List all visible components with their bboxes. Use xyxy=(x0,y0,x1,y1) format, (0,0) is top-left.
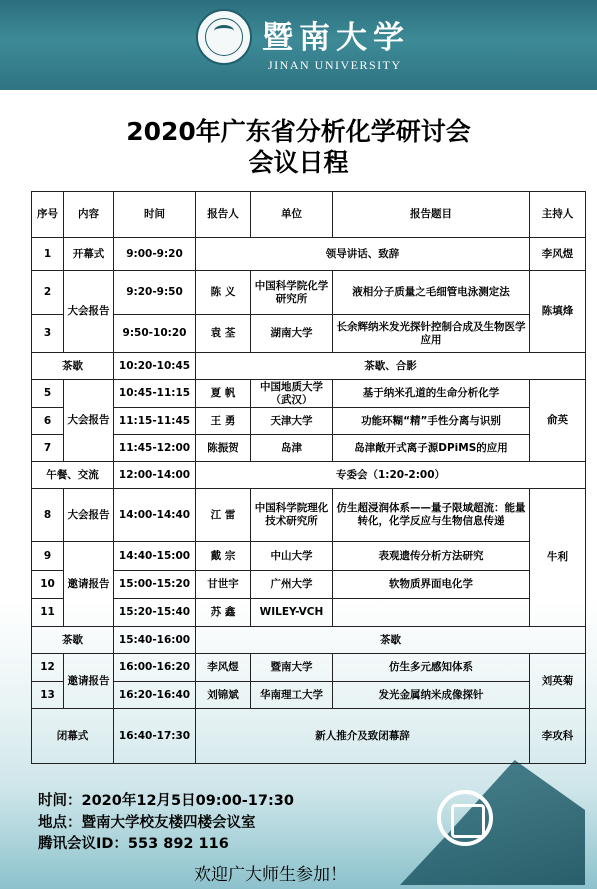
table-row xyxy=(32,315,586,353)
table-row xyxy=(32,542,586,571)
row-unit: 广州大学 xyxy=(251,571,333,599)
page-title: 2020年广东省分析化学研讨会 xyxy=(126,117,471,146)
row-unit: 中山大学 xyxy=(251,542,333,571)
table-row xyxy=(32,353,586,380)
row-host: 牛利 xyxy=(530,489,586,627)
row-time: 9:20-9:50 xyxy=(114,271,196,315)
row-topic: 软物质界面电化学 xyxy=(333,571,530,599)
row-content: 邀请报告 xyxy=(64,542,114,627)
row-speaker: 夏 帆 xyxy=(196,380,251,408)
row-no: 2 xyxy=(32,271,64,315)
row-topic: 基于纳米孔道的生命分析化学 xyxy=(333,380,530,408)
info-tencent-meeting: 腾讯会议ID：553 892 116 xyxy=(38,836,229,852)
table-row xyxy=(32,462,586,489)
info-place: 地点：暨南大学校友楼四楼会议室 xyxy=(38,815,256,831)
row-topic: 仿生超浸润体系——量子限域超流：能量转化，化学反应与生物信息传递 xyxy=(333,489,530,542)
header-no: 序号 xyxy=(32,192,64,238)
row-time: 9:00-9:20 xyxy=(114,238,196,271)
row-time: 15:40-16:00 xyxy=(114,627,196,654)
row-topic: 液相分子质量之毛细管电泳测定法 xyxy=(333,271,530,315)
university-seal-icon xyxy=(196,9,252,65)
row-topic: 功能环糊“精”手性分离与识别 xyxy=(333,408,530,435)
row-content: 闭幕式 xyxy=(32,709,114,764)
row-time: 15:00-15:20 xyxy=(114,571,196,599)
row-topic: 专委会（1:20-2:00） xyxy=(196,462,586,489)
row-time: 9:50-10:20 xyxy=(114,315,196,353)
row-no: 9 xyxy=(32,542,64,571)
university-name-en: JINAN UNIVERSITY xyxy=(268,58,402,72)
table-header-row xyxy=(32,192,586,238)
row-topic xyxy=(333,599,530,627)
row-unit: 天津大学 xyxy=(251,408,333,435)
row-topic: 领导讲话、致辞 xyxy=(196,238,530,271)
table-row xyxy=(32,380,586,408)
row-no: 10 xyxy=(32,571,64,599)
page-subtitle: 会议日程 xyxy=(248,148,349,177)
row-topic: 长余辉纳米发光探针控制合成及生物医学应用 xyxy=(333,315,530,353)
row-speaker: 李风煜 xyxy=(196,654,251,682)
row-unit: 中国科学院化学研究所 xyxy=(251,271,333,315)
row-content: 大会报告 xyxy=(64,489,114,542)
row-content: 邀请报告 xyxy=(64,654,114,709)
row-time: 12:00-14:00 xyxy=(114,462,196,489)
row-time: 11:45-12:00 xyxy=(114,435,196,462)
row-topic: 茶歇、合影 xyxy=(196,353,586,380)
row-unit: 中国地质大学（武汉） xyxy=(251,380,333,408)
row-speaker: 袁 荃 xyxy=(196,315,251,353)
row-speaker: 苏 鑫 xyxy=(196,599,251,627)
row-host: 陈填烽 xyxy=(530,271,586,353)
row-unit: WILEY-VCH xyxy=(251,599,333,627)
row-content: 大会报告 xyxy=(64,271,114,353)
row-time: 15:20-15:40 xyxy=(114,599,196,627)
emblem-icon xyxy=(437,790,493,846)
row-no: 3 xyxy=(32,315,64,353)
table-row xyxy=(32,435,586,462)
row-unit: 中国科学院理化技术研究所 xyxy=(251,489,333,542)
row-no: 12 xyxy=(32,654,64,682)
row-content: 茶歇 xyxy=(32,353,114,380)
table-row xyxy=(32,271,586,315)
row-time: 16:40-17:30 xyxy=(114,709,196,764)
row-topic: 表观遗传分析方法研究 xyxy=(333,542,530,571)
row-unit: 岛津 xyxy=(251,435,333,462)
table-row xyxy=(32,489,586,542)
header-time: 时间 xyxy=(114,192,196,238)
header-content: 内容 xyxy=(64,192,114,238)
table-row xyxy=(32,654,586,682)
row-time: 11:15-11:45 xyxy=(114,408,196,435)
welcome-text: 欢迎广大师生参加！ xyxy=(194,865,347,885)
row-topic: 仿生多元感知体系 xyxy=(333,654,530,682)
row-time: 16:20-16:40 xyxy=(114,682,196,709)
header-topic: 报告题目 xyxy=(333,192,530,238)
row-no: 8 xyxy=(32,489,64,542)
row-no: 5 xyxy=(32,380,64,408)
row-time: 10:20-10:45 xyxy=(114,353,196,380)
row-content: 大会报告 xyxy=(64,380,114,462)
row-content: 午餐、交流 xyxy=(32,462,114,489)
header-speaker: 报告人 xyxy=(196,192,251,238)
row-unit: 湖南大学 xyxy=(251,315,333,353)
row-unit: 暨南大学 xyxy=(251,654,333,682)
university-name-cn: 暨南大学 xyxy=(262,20,410,56)
table-row xyxy=(32,408,586,435)
row-topic: 岛津敞开式离子源DPiMS的应用 xyxy=(333,435,530,462)
table-row xyxy=(32,599,586,627)
row-no: 11 xyxy=(32,599,64,627)
row-speaker: 江 雷 xyxy=(196,489,251,542)
row-time: 14:00-14:40 xyxy=(114,489,196,542)
info-time: 时间：2020年12月5日09:00-17:30 xyxy=(38,793,294,809)
schedule-table xyxy=(31,191,586,764)
row-no: 7 xyxy=(32,435,64,462)
table-row xyxy=(32,238,586,271)
header-banner xyxy=(0,0,597,90)
table-row xyxy=(32,571,586,599)
row-speaker: 刘锦斌 xyxy=(196,682,251,709)
row-host: 刘英菊 xyxy=(530,654,586,709)
row-time: 10:45-11:15 xyxy=(114,380,196,408)
row-topic: 新人推介及致闭幕辞 xyxy=(196,709,530,764)
row-speaker: 陈振贺 xyxy=(196,435,251,462)
header-host: 主持人 xyxy=(530,192,586,238)
row-host: 李风煜 xyxy=(530,238,586,271)
row-content: 茶歇 xyxy=(32,627,114,654)
row-time: 14:40-15:00 xyxy=(114,542,196,571)
table-row xyxy=(32,682,586,709)
table-row xyxy=(32,709,586,764)
row-no: 1 xyxy=(32,238,64,271)
row-no: 6 xyxy=(32,408,64,435)
row-host: 李攻科 xyxy=(530,709,586,764)
row-speaker: 陈 义 xyxy=(196,271,251,315)
row-speaker: 甘世宇 xyxy=(196,571,251,599)
row-no: 13 xyxy=(32,682,64,709)
row-topic: 茶歇 xyxy=(196,627,586,654)
row-unit: 华南理工大学 xyxy=(251,682,333,709)
row-content: 开幕式 xyxy=(64,238,114,271)
row-topic: 发光金属纳米成像探针 xyxy=(333,682,530,709)
row-host: 俞英 xyxy=(530,380,586,462)
row-speaker: 戴 宗 xyxy=(196,542,251,571)
row-time: 16:00-16:20 xyxy=(114,654,196,682)
table-row xyxy=(32,627,586,654)
row-speaker: 王 勇 xyxy=(196,408,251,435)
header-unit: 单位 xyxy=(251,192,333,238)
